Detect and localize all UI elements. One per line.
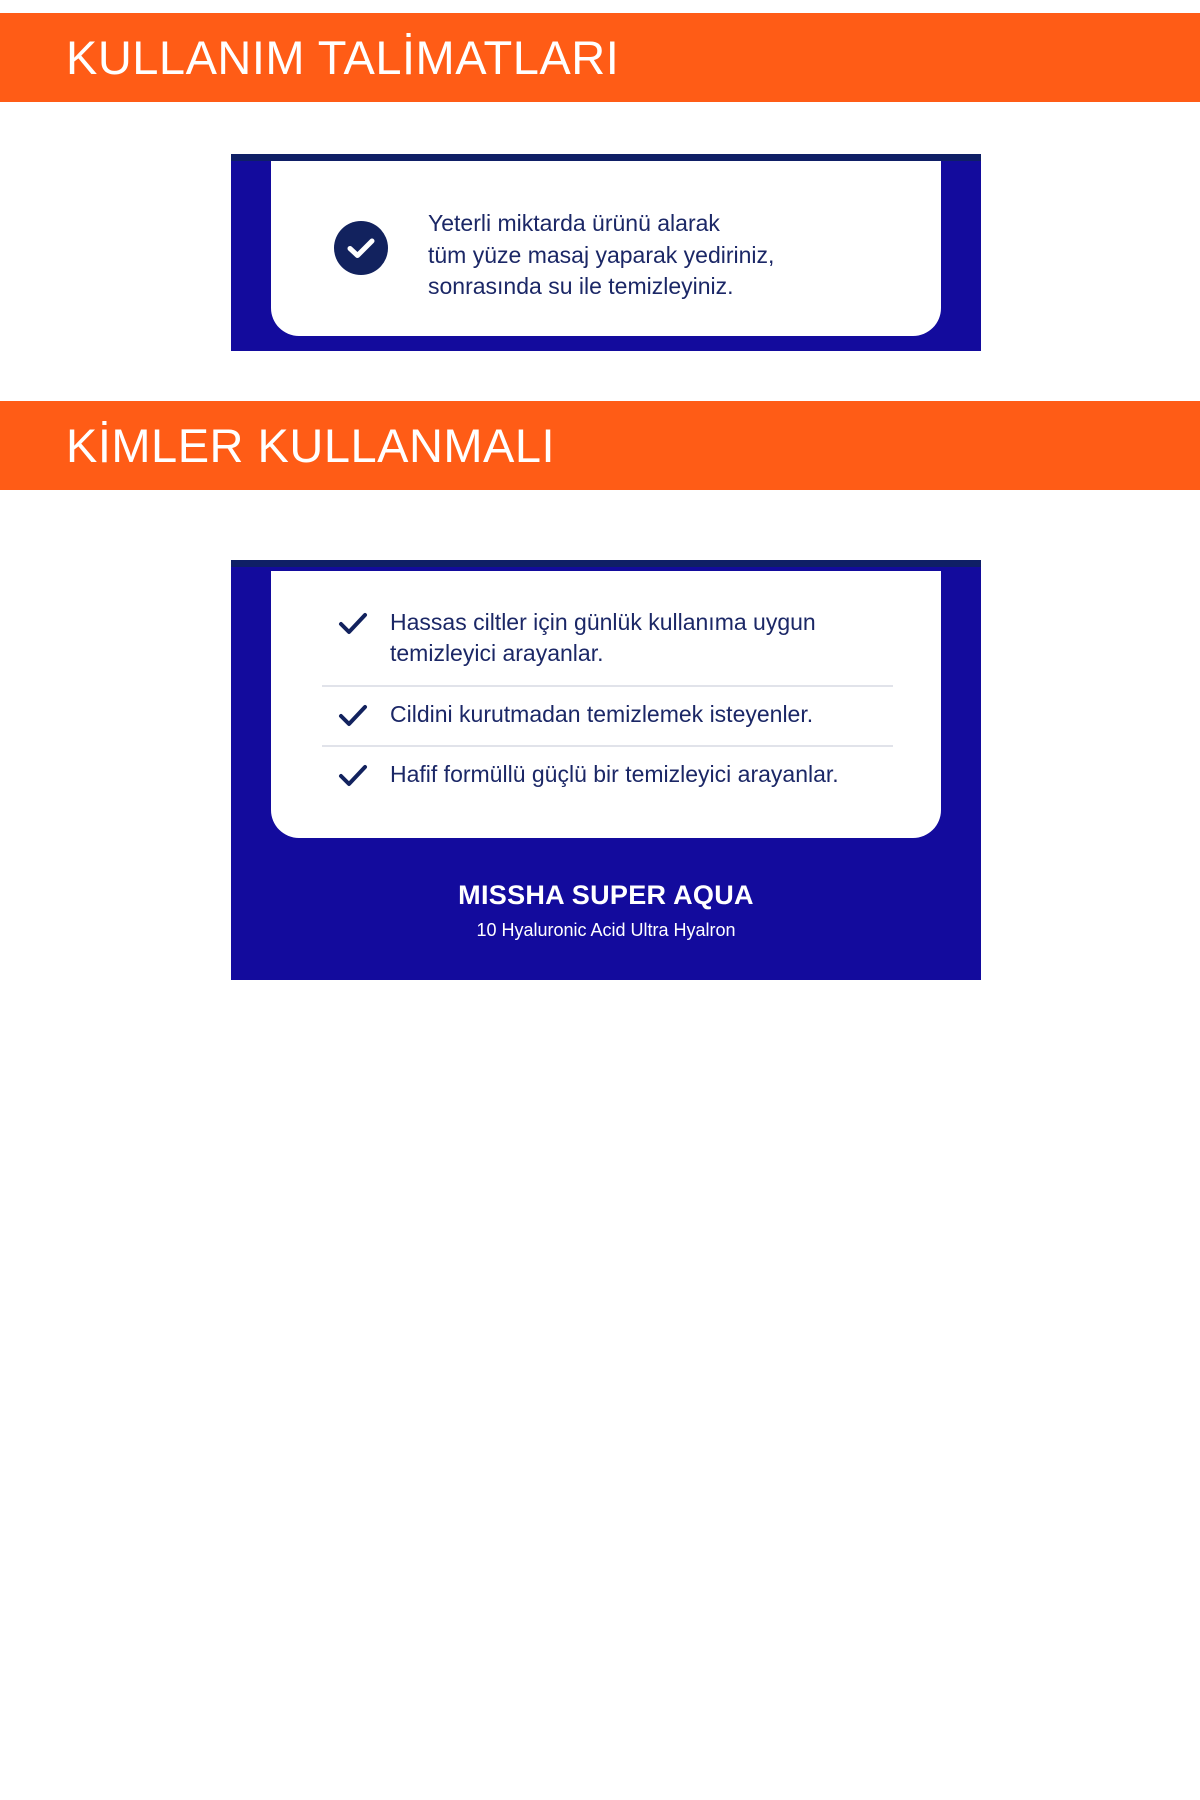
who-should-use-panel — [231, 560, 981, 980]
usage-instructions-heading — [0, 13, 1200, 102]
list-item — [322, 591, 893, 687]
checkmark-icon — [338, 701, 368, 731]
panel-top-line — [231, 154, 981, 161]
usage-instructions-panel — [231, 154, 981, 351]
usage-instruction-text: Yeterli miktarda ürünü alarak tüm yüze masaj yaparak yediriniz, sonrasında su ile temizleyiniz. — [428, 210, 775, 299]
brand-name: MISSHA SUPER AQUA — [458, 880, 754, 910]
list-item — [322, 687, 893, 747]
check-circle-icon — [334, 221, 388, 275]
who-should-use-card — [271, 571, 941, 838]
checkmark-icon — [338, 609, 368, 639]
usage-heading-text: KULLANIM TALİMATLARI — [66, 31, 620, 84]
audience-heading-text: KİMLER KULLANMALI — [66, 419, 556, 472]
checkmark-icon — [338, 761, 368, 791]
product-name: 10 Hyaluronic Acid Ultra Hyalron — [476, 920, 736, 940]
audience-item-label: Cildini kurutmadan temizlemek isteyenler. — [390, 701, 814, 727]
list-item — [322, 747, 893, 807]
audience-list — [322, 591, 893, 807]
panel-top-line — [231, 560, 981, 567]
who-should-use-heading — [0, 401, 1200, 490]
audience-item-label: Hafif formüllü güçlü bir temizleyici arayanlar. — [390, 761, 839, 787]
usage-instructions-card — [271, 161, 941, 336]
audience-item-label: Hassas ciltler için günlük kullanıma uygun temizleyici arayanlar. — [390, 609, 816, 666]
